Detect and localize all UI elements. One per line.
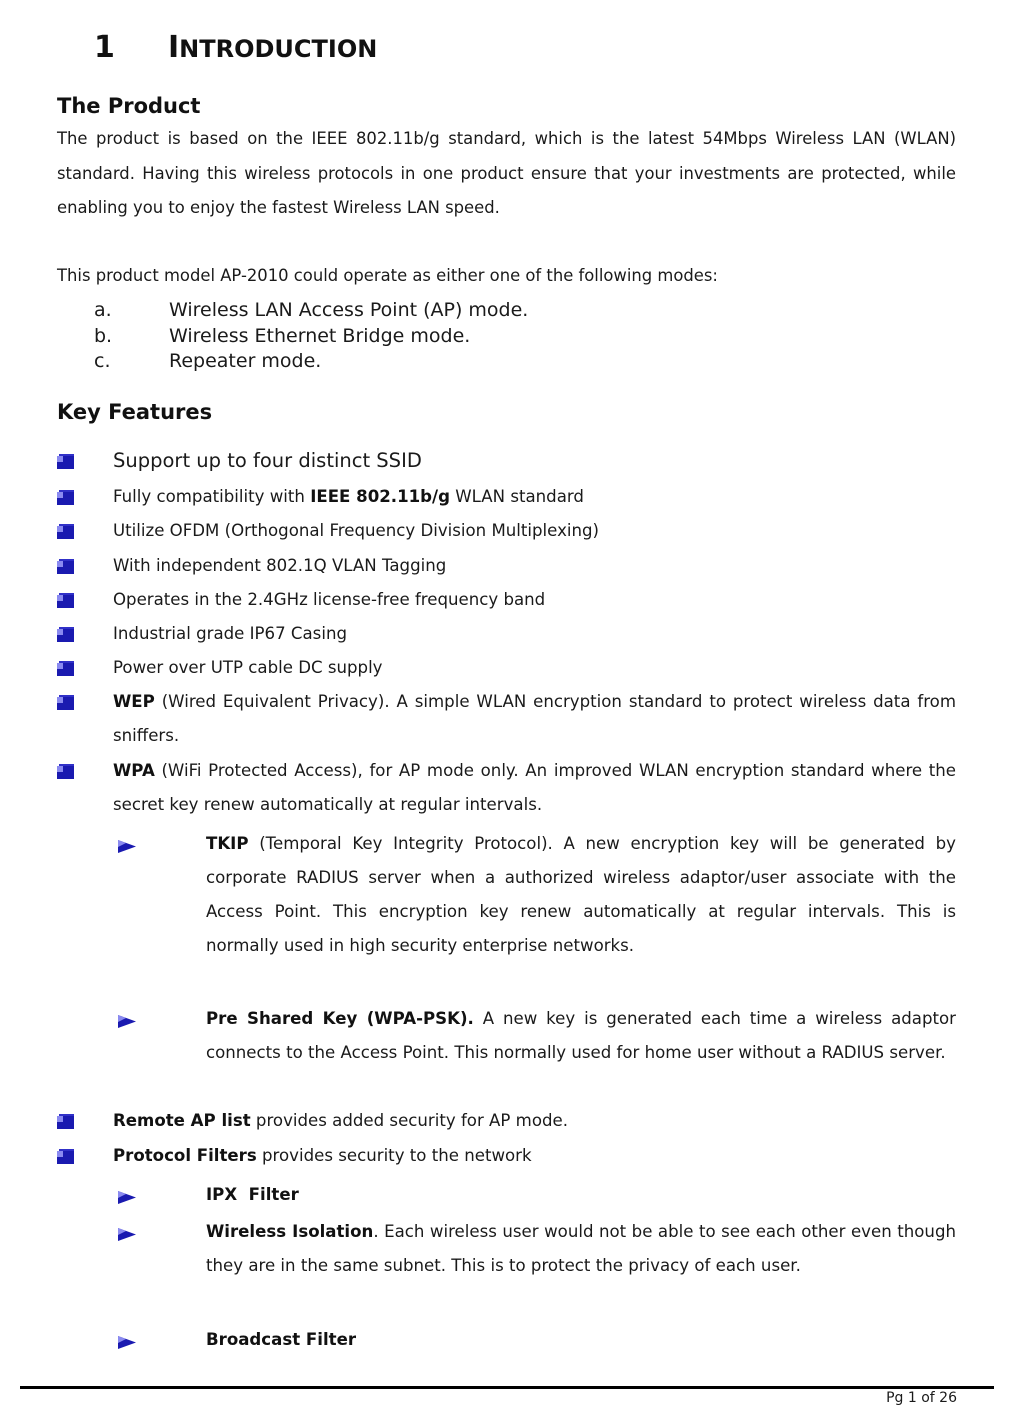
mode-item [94, 299, 528, 321]
mode-item [94, 325, 470, 347]
mode-text: Wireless Ethernet Bridge mode. [169, 325, 471, 347]
wpa-sub-rest: (Temporal Key Integrity Protocol). A new encryption key will be generated by corporate RADIUS server when a authorized wireless adaptor/user associate with the Access Point. This encryption key renew automatically at regular intervals. This is normally used in high security enterprise networks. [206, 834, 956, 955]
filter-sub-bold: Wireless Isolation [206, 1222, 374, 1241]
square-bullet-icon [57, 490, 74, 505]
square-bullet-icon [57, 661, 74, 676]
chapter-heading [94, 30, 377, 65]
arrow-bullet-icon [118, 1191, 136, 1204]
wpa-sub-bold: TKIP [206, 834, 249, 853]
feature-text: Operates in the 2.4GHz license-free frequency band [113, 590, 546, 609]
feature-text: Power over UTP cable DC supply [113, 658, 383, 677]
square-bullet-icon [57, 454, 74, 469]
feature-text: Industrial grade IP67 Casing [113, 624, 347, 643]
feature-text [113, 754, 956, 822]
filter-sub-text [206, 1215, 956, 1283]
arrow-bullet-icon [118, 1015, 136, 1028]
square-bullet-icon [57, 593, 74, 608]
feature-bold: Remote AP list [113, 1111, 251, 1130]
wpa-sub-text [206, 827, 956, 963]
footer-rule [20, 1386, 994, 1389]
square-bullet-icon [57, 627, 74, 642]
feature-bold: WPA [113, 761, 155, 780]
square-bullet-icon [57, 524, 74, 539]
feature-text-rest: (WiFi Protected Access), for AP mode only. An improved WLAN encryption standard where the secret key renew automatically at regular intervals. [113, 761, 956, 814]
arrow-bullet-icon [118, 1336, 136, 1349]
feature-bold: Protocol Filters [113, 1146, 257, 1165]
feature-text-rest: (Wired Equivalent Privacy). A simple WLAN encryption standard to protect wireless data from sniffers. [113, 692, 956, 745]
wpa-sub-rest: A new key is generated each time a wireless adaptor connects to the Access Point. This normally used for home user without a RADIUS server. [206, 1009, 956, 1062]
mode-label: a. [94, 299, 112, 321]
feature-bold: WEP [113, 692, 155, 711]
feature-text-rest: provides added security for AP mode. [250, 1111, 569, 1130]
mode-text: Wireless LAN Access Point (AP) mode. [169, 299, 529, 321]
modes-intro: This product model AP-2010 could operate as either one of the following modes: [57, 266, 718, 285]
feature-text [113, 685, 956, 753]
filter-sub-bold: IPX Filter [206, 1185, 299, 1204]
product-paragraph: The product is based on the IEEE 802.11b/g standard, which is the latest 54Mbps Wireless LAN (WLAN) standard. Having this wireless protocols in one product ensure that your investments are protected, while enabling you to enjoy the fastest Wireless LAN speed. [57, 129, 956, 217]
feature-text [113, 1139, 956, 1173]
chapter-title-rest: NTRODUCTION [179, 35, 378, 63]
wpa-sub-bold: Pre Shared Key (WPA-PSK). [206, 1009, 474, 1028]
feature-text-rest: WLAN standard [450, 487, 584, 506]
feature-bold: IEEE 802.11b/g [310, 487, 450, 506]
arrow-bullet-icon [118, 1228, 136, 1241]
feature-text: Utilize OFDM (Orthogonal Frequency Division Multiplexing) [113, 521, 600, 540]
filter-sub-text [206, 1178, 956, 1212]
filter-sub-text [206, 1323, 956, 1357]
feature-text: Support up to four distinct SSID [113, 449, 422, 472]
square-bullet-icon [57, 764, 74, 779]
mode-text: Repeater mode. [169, 350, 322, 372]
feature-text: With independent 802.1Q VLAN Tagging [113, 556, 447, 575]
filter-sub-rest: . Each wireless user would not be able to see each other even though they are in the same subnet. This is to protect the privacy of each user. [206, 1222, 956, 1275]
chapter-title-first: I [168, 30, 180, 65]
product-heading: The Product [57, 94, 201, 118]
feature-text-pre: Fully compatibility with [113, 487, 311, 506]
feature-text [113, 1104, 956, 1138]
arrow-bullet-icon [118, 840, 136, 853]
mode-label: c. [94, 350, 111, 372]
square-bullet-icon [57, 1114, 74, 1129]
square-bullet-icon [57, 1149, 74, 1164]
filter-sub-bold: Broadcast Filter [206, 1330, 357, 1349]
square-bullet-icon [57, 559, 74, 574]
wpa-sub-text [206, 1002, 956, 1070]
mode-item [94, 350, 321, 372]
mode-label: b. [94, 325, 113, 347]
chapter-number: 1 [94, 30, 115, 65]
feature-text [113, 480, 956, 514]
page-number: Pg 1 of 26 [886, 1390, 957, 1406]
features-heading: Key Features [57, 400, 213, 424]
square-bullet-icon [57, 695, 74, 710]
feature-text-rest: provides security to the network [256, 1146, 532, 1165]
